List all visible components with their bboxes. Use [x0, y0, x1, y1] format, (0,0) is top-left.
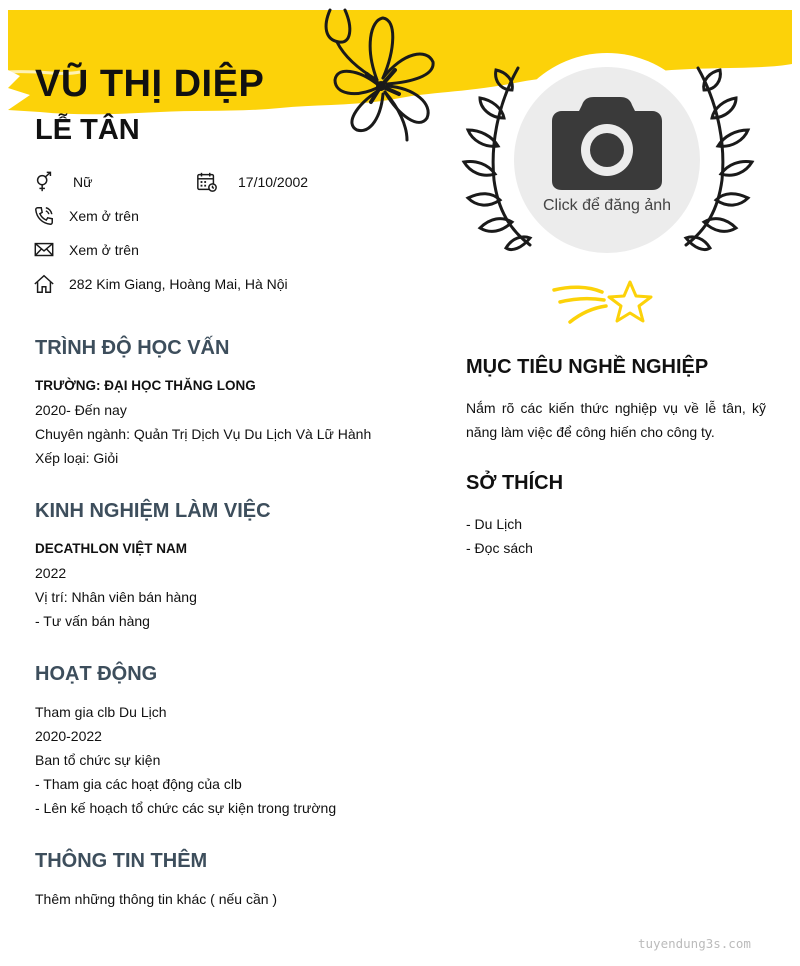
job-title: LỄ TÂN: [35, 114, 140, 146]
hobbies-heading: SỞ THÍCH: [466, 472, 564, 494]
objective-text: Nắm rõ các kiến thức nghiệp vụ về lễ tân, kỹ năng làm việc để công hiến cho công ty.: [466, 400, 766, 440]
hobby-item: - Du Lịch: [466, 516, 523, 532]
education-period: 2020- Đến nay: [35, 402, 127, 418]
camera-icon[interactable]: [552, 95, 662, 190]
gender-icon: [33, 171, 55, 193]
activity-line: Ban tổ chức sự kiện: [35, 752, 161, 768]
education-grade: Xếp loại: Giỏi: [35, 450, 119, 466]
email-value: Xem ở trên: [69, 242, 139, 258]
home-icon: [33, 273, 55, 295]
activities-content: [35, 700, 336, 820]
activity-line: - Lên kế hoạch tổ chức các sự kiện trong trường: [35, 800, 337, 816]
hobbies-list: [466, 512, 766, 560]
birthdate-value: 17/10/2002: [238, 174, 309, 190]
photo-upload-label[interactable]: Click để đăng ảnh: [542, 197, 672, 214]
activities-heading: HOẠT ĐỘNG: [35, 663, 158, 685]
activity-line: Tham gia clb Du Lịch: [35, 704, 167, 720]
additional-heading: THÔNG TIN THÊM: [35, 850, 208, 872]
address-row: [33, 273, 288, 295]
address-value: 282 Kim Giang, Hoàng Mai, Hà Nội: [69, 276, 288, 292]
watermark: tuyendung3s.com: [638, 936, 751, 951]
activity-line: - Tham gia các hoạt động của clb: [35, 776, 242, 792]
experience-task: - Tư vấn bán hàng: [35, 613, 150, 629]
photo-upload-area[interactable]: [514, 67, 700, 253]
mail-icon: [33, 239, 55, 261]
school-name: TRƯỜNG: ĐẠI HỌC THĂNG LONG: [35, 378, 256, 393]
activity-line: 2020-2022: [35, 728, 102, 744]
flower-doodle-icon: [315, 8, 445, 143]
additional-text: Thêm những thông tin khác ( nếu cần ): [35, 891, 278, 907]
phone-row: [33, 205, 139, 227]
gender-value: Nữ: [73, 174, 93, 190]
email-row: [33, 239, 139, 261]
phone-value: Xem ở trên: [69, 208, 139, 224]
company-name: DECATHLON VIỆT NAM: [35, 541, 187, 556]
shooting-star-icon: [550, 278, 655, 328]
birthdate-row: [196, 171, 308, 193]
objective-heading: MỤC TIÊU NGHỀ NGHIỆP: [466, 356, 709, 378]
experience-year: 2022: [35, 565, 67, 581]
gender-row: [33, 171, 92, 193]
hobby-item: - Đọc sách: [466, 540, 533, 556]
experience-position: Vị trí: Nhân viên bán hàng: [35, 589, 197, 605]
education-content: [35, 374, 371, 470]
candidate-name: VŨ THỊ DIỆP: [35, 63, 265, 105]
experience-heading: KINH NGHIỆM LÀM VIỆC: [35, 500, 271, 522]
education-heading: TRÌNH ĐỘ HỌC VẤN: [35, 337, 230, 359]
experience-content: [35, 537, 197, 633]
phone-icon: [33, 205, 55, 227]
calendar-icon: [196, 171, 218, 193]
education-major: Chuyên ngành: Quản Trị Dịch Vụ Du Lịch Và Lữ Hành: [35, 426, 372, 442]
